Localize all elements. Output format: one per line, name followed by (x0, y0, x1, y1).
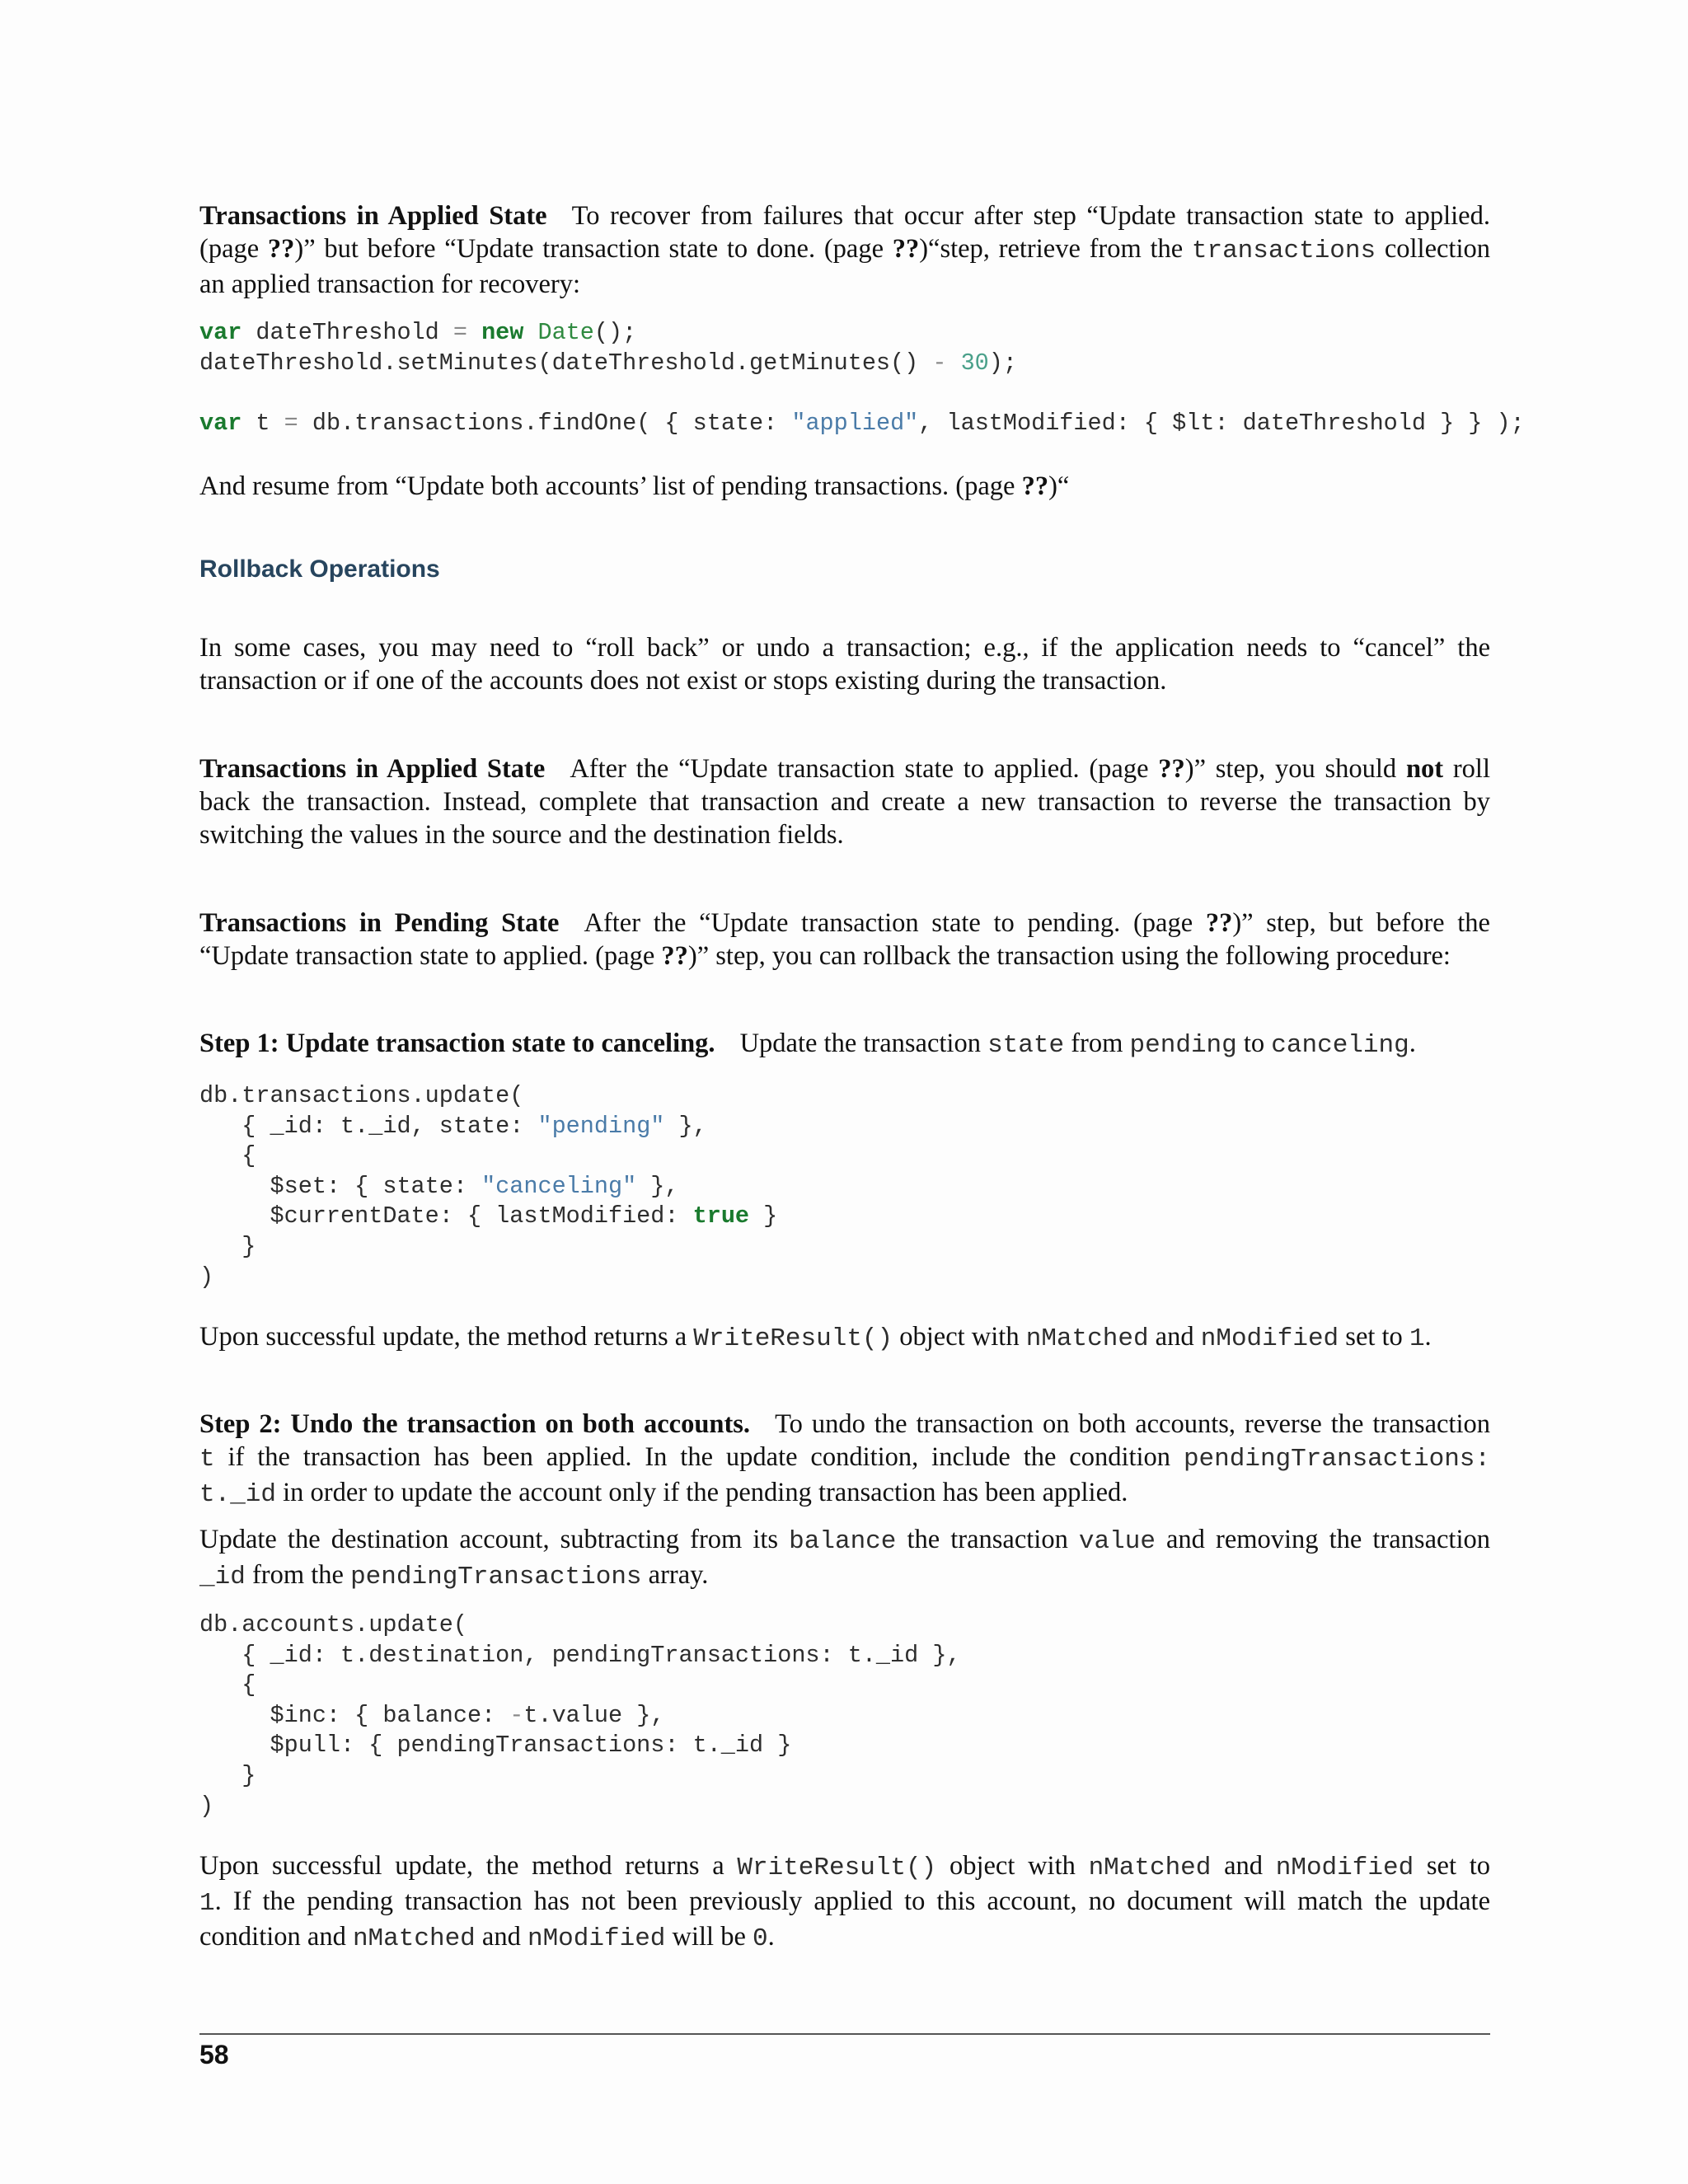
applied-recovery-paragraph: Transactions in Applied State To recover from failures that occur after step “Update transaction state to applied. (page ??)” but before “Update transaction state to done. (page ??)“step, retrieve from the transactions collection an applied transaction for recovery: (199, 201, 1490, 299)
inline-code: state (987, 1031, 1065, 1060)
result1-paragraph: Upon successful update, the method returns a WriteResult() object with nMatched and nModified set to 1. (199, 1322, 1432, 1353)
inline-code: nModified (527, 1924, 666, 1953)
code-block-find-applied: var dateThreshold = new Date(); dateThreshold.setMinutes(dateThreshold.getMinutes() - 30); var t = db.transactions.findOne( { state: "applied", lastModified: { $lt: dateThreshold } } ); (199, 319, 1525, 437)
inline-code: pendingTransactions (350, 1563, 642, 1591)
run-in-heading: Transactions in Applied State (199, 201, 547, 231)
inline-code: nMatched (1025, 1324, 1149, 1353)
footer-rule (199, 2033, 1490, 2035)
applied-rollback-paragraph: Transactions in Applied State After the “Update transaction state to applied. (page ??)” step, you should not roll back the transaction. Instead, complete that transaction and create a new transaction to reverse the transaction by switching the values in the source and the destination fields. (199, 754, 1490, 850)
run-in-heading: Transactions in Applied State (199, 754, 546, 784)
inline-code: nModified (1275, 1854, 1414, 1882)
inline-code: transactions (1191, 237, 1376, 265)
unresolved-ref: ?? (892, 234, 920, 264)
inline-code: WriteResult() (693, 1324, 893, 1353)
unresolved-ref: ?? (1021, 471, 1049, 501)
run-in-heading: Transactions in Pending State (199, 908, 560, 938)
unresolved-ref: ?? (267, 234, 295, 264)
step2-paragraph: Step 2: Undo the transaction on both accounts. To undo the transaction on both accounts, reverse the transaction t if the transaction has been applied. In the update condition, include the condition pendingTransactions: t._id in order to update the account only if the pending transaction has been applied. (199, 1409, 1490, 1509)
result2-paragraph: Upon successful update, the method returns a WriteResult() object with nMatched and nModified set to 1. If the pending transaction has not been previously applied to this account, no document will match the update condition and nMatched and nModified will be 0. (199, 1851, 1490, 1953)
inline-code: t._id (199, 1480, 277, 1509)
inline-code: t (199, 1445, 215, 1474)
inline-code: nModified (1200, 1324, 1339, 1353)
page-number: 58 (199, 2040, 229, 2069)
step1-paragraph: Step 1: Update transaction state to canceling. Update the transaction state from pending to canceling. (199, 1029, 1416, 1060)
inline-code: _id (199, 1563, 246, 1591)
unresolved-ref: ?? (1158, 754, 1185, 784)
pending-rollback-paragraph: Transactions in Pending State After the “Update transaction state to pending. (page ??)” step, but before the “Update transaction state to applied. (page ??)” step, you can rollback the transaction using the following procedure: (199, 908, 1490, 971)
inline-code: value (1078, 1527, 1156, 1556)
inline-code: canceling (1271, 1031, 1409, 1060)
code-block-cancel-update: db.transactions.update( { _id: t._id, state: "pending" }, { $set: { state: "canceling" }, $currentDate: { lastModified: true } } ) (199, 1082, 778, 1291)
inline-code: 1 (199, 1889, 215, 1918)
inline-code: pending (1129, 1031, 1237, 1060)
rollback-intro-paragraph: In some cases, you may need to “roll back” or undo a transaction; e.g., if the application needs to “cancel” the transaction or if one of the accounts does not exist or stops existing during the transaction. (199, 633, 1490, 696)
resume-paragraph: And resume from “Update both accounts’ list of pending transactions. (page ??)“ (199, 471, 1070, 501)
run-in-heading: Step 1: Update transaction state to canceling. (199, 1029, 715, 1058)
section-heading-rollback: Rollback Operations (199, 555, 440, 583)
unresolved-ref: ?? (661, 941, 688, 971)
unresolved-ref: ?? (1205, 908, 1233, 938)
code-block-undo-destination: db.accounts.update( { _id: t.destination, pendingTransactions: t._id }, { $inc: { balance: -t.value }, $pull: { pendingTransactions: t._id } } ) (199, 1611, 961, 1820)
inline-code: nMatched (352, 1924, 476, 1953)
inline-code: WriteResult() (737, 1854, 937, 1882)
run-in-heading: Step 2: Undo the transaction on both accounts. (199, 1409, 751, 1439)
inline-code: 1 (1409, 1324, 1425, 1353)
inline-code: balance (789, 1527, 897, 1556)
destination-paragraph: Update the destination account, subtracting from its balance the transaction value and removing the transaction _id from the pendingTransactions array. (199, 1525, 1490, 1591)
inline-code: pendingTransactions: (1183, 1445, 1490, 1474)
inline-code: nMatched (1088, 1854, 1212, 1882)
inline-code: 0 (753, 1924, 768, 1953)
